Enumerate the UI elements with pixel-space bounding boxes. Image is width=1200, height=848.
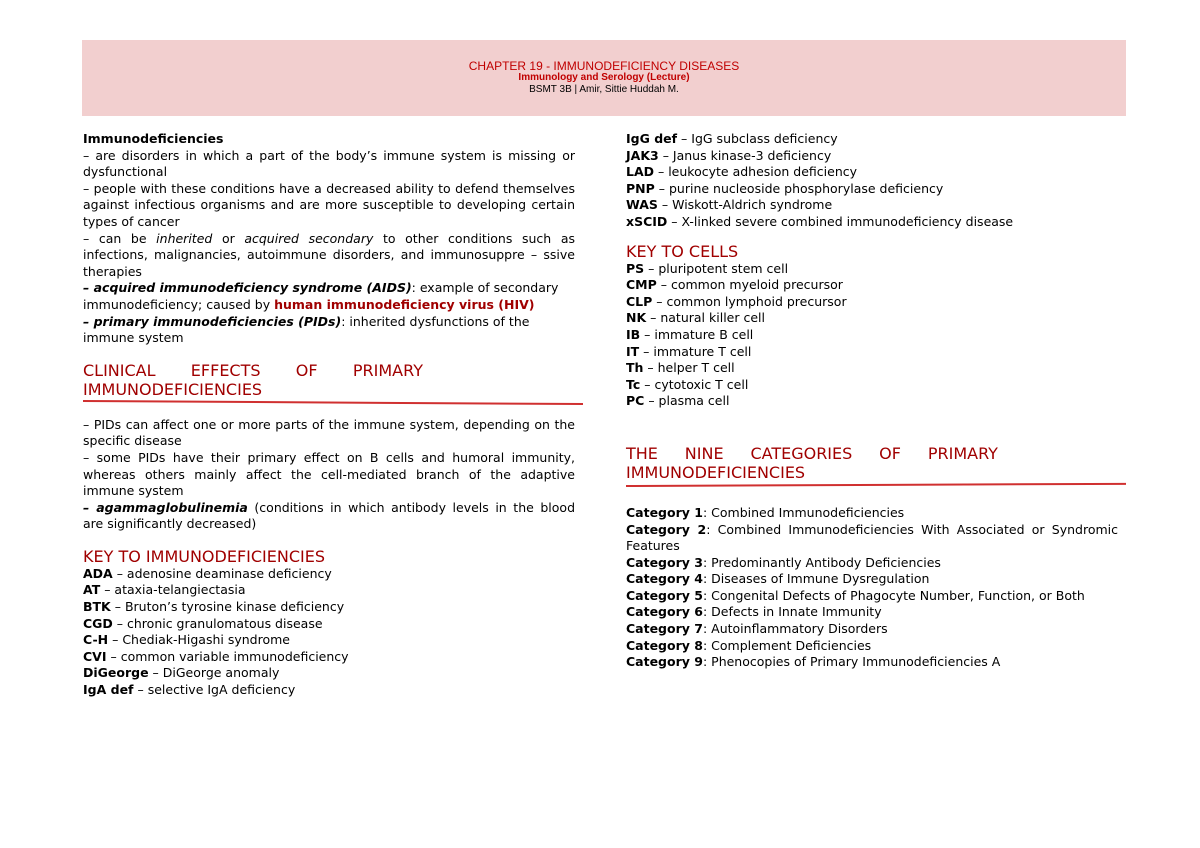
left-column (83, 131, 575, 699)
cell-def: – common myeloid precursor (656, 277, 843, 293)
immuno-def: – Wiskott-Aldrich syndrome (657, 197, 833, 213)
immuno-def: – Chediak-Higashi syndrome (108, 632, 290, 648)
category-abbr: Category 7 (626, 621, 703, 637)
immuno-def: – chronic granulomatous disease (112, 615, 323, 631)
cell-abbr: IT (626, 343, 640, 359)
immuno-item (83, 582, 575, 599)
cell-item (626, 360, 1118, 377)
clinical-p2: – some PIDs have their primary effect on B cells and humoral immunity, whereas others mainly affect the cell-mediated branch of the adaptive immune system (83, 449, 575, 499)
cell-item (626, 327, 1118, 344)
clinical-p1: – PIDs can affect one or more parts of the immune system, depending on the specific disease (83, 416, 575, 449)
immuno-item (626, 197, 1118, 214)
chapter-title: CHAPTER 19 - IMMUNODEFICIENCY DISEASES (468, 59, 740, 73)
immuno-def: – purine nucleoside phosphorylase deficiency (654, 180, 944, 196)
cell-def: – pluripotent stem cell (644, 260, 789, 276)
immuno-abbr: LAD (626, 164, 655, 180)
immuno-abbr: PNP (626, 180, 655, 196)
immuno-item (626, 148, 1118, 165)
category-item (626, 588, 1118, 605)
immuno-def: – DiGeorge anomaly (148, 665, 280, 681)
cell-item (626, 261, 1118, 278)
category-abbr: Category 5 (626, 587, 703, 603)
heading-word: THE (626, 443, 658, 463)
immuno-def: – adenosine deaminase deficiency (112, 565, 332, 581)
immuno-item (83, 665, 575, 682)
heading-word: OF (295, 360, 318, 380)
key-immuno-list-right (626, 131, 1118, 231)
cell-abbr: Tc (626, 376, 641, 392)
intro-aids: – acquired immunodeficiency syndrome (AIDS): example of secondary immunodeficiency; caused by human immunodeficiency virus (HIV) (83, 280, 559, 312)
cell-abbr: CMP (626, 277, 657, 293)
cell-abbr: CLP (626, 293, 653, 309)
category-item (626, 555, 1118, 572)
category-def: : Combined Immunodeficiencies With Associated or Syndromic Features (626, 521, 1118, 554)
category-def: : Phenocopies of Primary Immunodeficiencies A (702, 654, 1001, 670)
heading-word: CLINICAL (83, 360, 156, 380)
cell-abbr: NK (626, 310, 647, 326)
cell-item (626, 294, 1118, 311)
immuno-abbr: CGD (83, 615, 113, 631)
cell-item (626, 277, 1118, 294)
category-def: : Combined Immunodeficiencies (702, 504, 905, 520)
intro-line-1: – are disorders in which a part of the body’s immune system is missing or dysfunctional (83, 147, 575, 180)
right-column (626, 131, 1118, 671)
author-line: BSMT 3B | Amir, Sittie Huddah M. (529, 84, 679, 95)
key-cells-heading: KEY TO CELLS (626, 241, 739, 261)
clinical-heading: CLINICAL EFFECTS OF PRIMARY IMMUNODEFICIENCIES (83, 360, 423, 399)
immuno-abbr: IgA def (83, 682, 134, 698)
intro-line-2: – people with these conditions have a decreased ability to defend themselves against infectious organisms and are more susceptible to developing certain types of cancer (83, 180, 575, 229)
immuno-def: – ataxia-telangiectasia (100, 582, 246, 598)
category-def: : Diseases of Immune Dysregulation (702, 571, 930, 587)
immuno-abbr: DiGeorge (83, 665, 149, 681)
immuno-abbr: xSCID (626, 213, 668, 229)
category-abbr: Category 9 (626, 654, 703, 670)
cell-abbr: PC (626, 393, 645, 409)
immuno-abbr: IgG def (626, 131, 678, 146)
heading-word: PRIMARY (927, 443, 998, 463)
category-def: : Autoinflammatory Disorders (702, 621, 888, 637)
category-abbr: Category 4 (626, 571, 703, 587)
cell-abbr: Th (626, 360, 644, 376)
cell-def: – natural killer cell (646, 310, 765, 326)
category-abbr: Category 1 (626, 504, 703, 520)
immuno-item (626, 131, 1118, 148)
immuno-item (83, 616, 575, 633)
cell-def: – cytotoxic T cell (640, 376, 749, 392)
cell-def: – common lymphoid precursor (652, 293, 847, 309)
cell-item (626, 377, 1118, 394)
intro-heading: Immunodeficiencies (83, 131, 224, 146)
category-list (626, 505, 1118, 671)
key-immuno-heading: KEY TO IMMUNODEFICIENCIES (83, 546, 325, 566)
immuno-item (626, 181, 1118, 198)
cell-def: – immature B cell (640, 326, 754, 342)
immuno-abbr: C-H (83, 632, 109, 648)
clinical-p3: – agammaglobulinemia (conditions in which antibody levels in the blood are significantly decreased) (83, 499, 576, 532)
category-item (626, 604, 1118, 621)
cell-abbr: IB (626, 326, 641, 342)
category-def: : Congenital Defects of Phagocyte Number, Function, or Both (702, 587, 1085, 603)
key-immuno-list-left (83, 566, 575, 699)
immuno-item (83, 566, 575, 583)
immuno-def: – X-linked severe combined immunodeficiency disease (667, 213, 1014, 229)
immuno-item (626, 164, 1118, 181)
heading-word: NINE (684, 443, 724, 463)
immuno-def: – common variable immunodeficiency (106, 648, 349, 664)
intro-pids: – primary immunodeficiencies (PIDs): inherited dysfunctions of the immune system (83, 313, 530, 346)
category-item (626, 654, 1118, 671)
intro-line-3: – can be inherited or acquired secondary to other conditions such as infections, malignancies, autoimmune disorders, and immunosuppre – ssive therapies (83, 230, 575, 279)
category-def: : Complement Deficiencies (702, 637, 872, 653)
immuno-item (83, 682, 575, 699)
immuno-def: – IgG subclass deficiency (677, 131, 838, 146)
cell-item (626, 310, 1118, 327)
immuno-item (83, 649, 575, 666)
category-item (626, 505, 1118, 522)
category-item (626, 571, 1118, 588)
category-abbr: Category 6 (626, 604, 703, 620)
category-def: : Predominantly Antibody Deficiencies (702, 554, 941, 570)
category-abbr: Category 3 (626, 554, 703, 570)
immuno-def: – Bruton’s tyrosine kinase deficiency (110, 599, 345, 615)
immuno-item (83, 632, 575, 649)
category-abbr: Category 2 (626, 521, 707, 537)
course-subtitle: Immunology and Serology (Lecture) (518, 72, 690, 83)
cell-def: – helper T cell (643, 360, 735, 376)
immuno-def: – leukocyte adhesion deficiency (654, 164, 858, 180)
category-def: : Defects in Innate Immunity (702, 604, 882, 620)
heading-word: PRIMARY (352, 360, 423, 380)
key-cells-list (626, 261, 1118, 410)
page-header (82, 40, 1126, 116)
nine-heading: THE NINE CATEGORIES OF PRIMARY IMMUNODEFICIENCIES (626, 443, 998, 482)
immuno-def: – selective IgA deficiency (133, 682, 296, 698)
cell-abbr: PS (626, 260, 645, 276)
heading-word: OF (879, 443, 901, 463)
immuno-abbr: ADA (83, 565, 113, 581)
cell-def: – plasma cell (644, 393, 730, 409)
immuno-abbr: BTK (83, 599, 111, 615)
heading-word: EFFECTS (190, 360, 261, 380)
immuno-abbr: CVI (83, 648, 107, 664)
cell-def: – immature T cell (639, 343, 752, 359)
heading-word: CATEGORIES (750, 443, 853, 463)
immuno-item (83, 599, 575, 616)
immuno-abbr: AT (83, 582, 101, 598)
immuno-abbr: WAS (626, 197, 658, 213)
cell-item (626, 344, 1118, 361)
category-item (626, 638, 1118, 655)
category-item (626, 522, 1118, 555)
category-abbr: Category 8 (626, 637, 703, 653)
category-item (626, 621, 1118, 638)
cell-item (626, 393, 1118, 410)
immuno-abbr: JAK3 (626, 147, 659, 163)
immuno-item (626, 214, 1118, 231)
immuno-def: – Janus kinase-3 deficiency (658, 147, 832, 163)
